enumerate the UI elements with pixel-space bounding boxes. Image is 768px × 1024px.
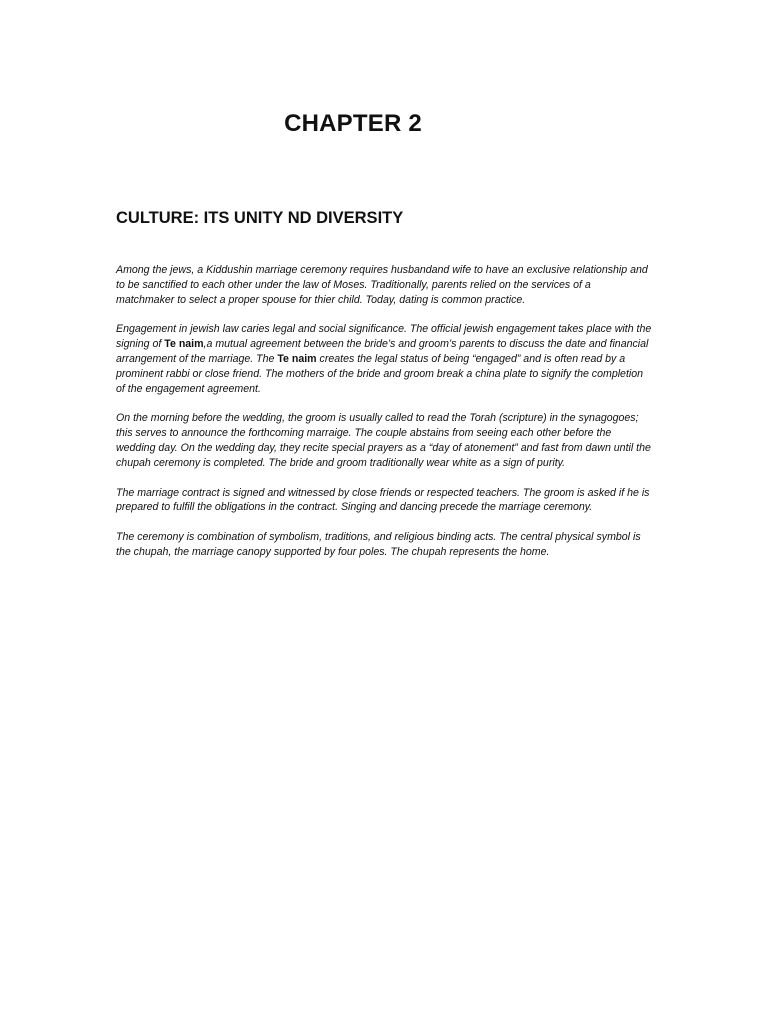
document-body bbox=[116, 263, 652, 575]
paragraph-engagement-text-2: ,a mutual agreement between the bride’s and groom’s parents to discuss the date and financial arrangement of the marriage. The bbox=[116, 338, 649, 365]
paragraph-ceremony: The ceremony is combination of symbolism, traditions, and religious binding acts. The central physical symbol is the chupah, the marriage canopy supported by four poles. The chupah represents the home. bbox=[116, 531, 641, 558]
paragraph-wedding-morning: On the morning before the wedding, the groom is usually called to read the Torah (scripture) in the synagogoes; this serves to announce the forthcoming marraige. The couple abstains from seeing each other before the wedding day. On the wedding day, they recite special prayers as a “day of atonement” and fast from dawn until the chupah ceremony is completed. The bride and groom traditionally wear white as a sign of purity. bbox=[116, 412, 651, 469]
chapter-title: CHAPTER 2 bbox=[284, 110, 422, 137]
paragraph-marriage-contract: The marriage contract is signed and witnessed by close friends or respected teachers. The groom is asked if he is prepared to fulfill the obligations in the contract. Singing and dancing precede the marriage ceremony. bbox=[116, 486, 650, 514]
term-te-naim-2: Te naim bbox=[277, 352, 317, 365]
paragraph-kiddushin: Among the jews, a Kiddushin marriage ceremony requires husbandand wife to have an exclusive relationship and to be sanctified to each other under the law of Moses. Traditionally, parents relied on the services of a matchmaker to select a proper spouse for thier child. Today, dating is common practice. bbox=[116, 264, 648, 306]
section-title: CULTURE: ITS UNITY ND DIVERSITY bbox=[116, 209, 404, 227]
paragraph-engagement bbox=[116, 322, 652, 396]
paragraph-engagement-text-1: Engagement in jewish law caries legal and social significance. The official jewish engagement takes place with the signing of bbox=[116, 323, 652, 351]
term-te-naim: Te naim bbox=[164, 338, 204, 351]
paragraph-engagement-text-3: creates the legal status of being “engaged” and is often read by a prominent rabbi or close friend. The mothers of the bride and groom break a china plate to signify the completion of the engagement agreement. bbox=[116, 352, 644, 395]
